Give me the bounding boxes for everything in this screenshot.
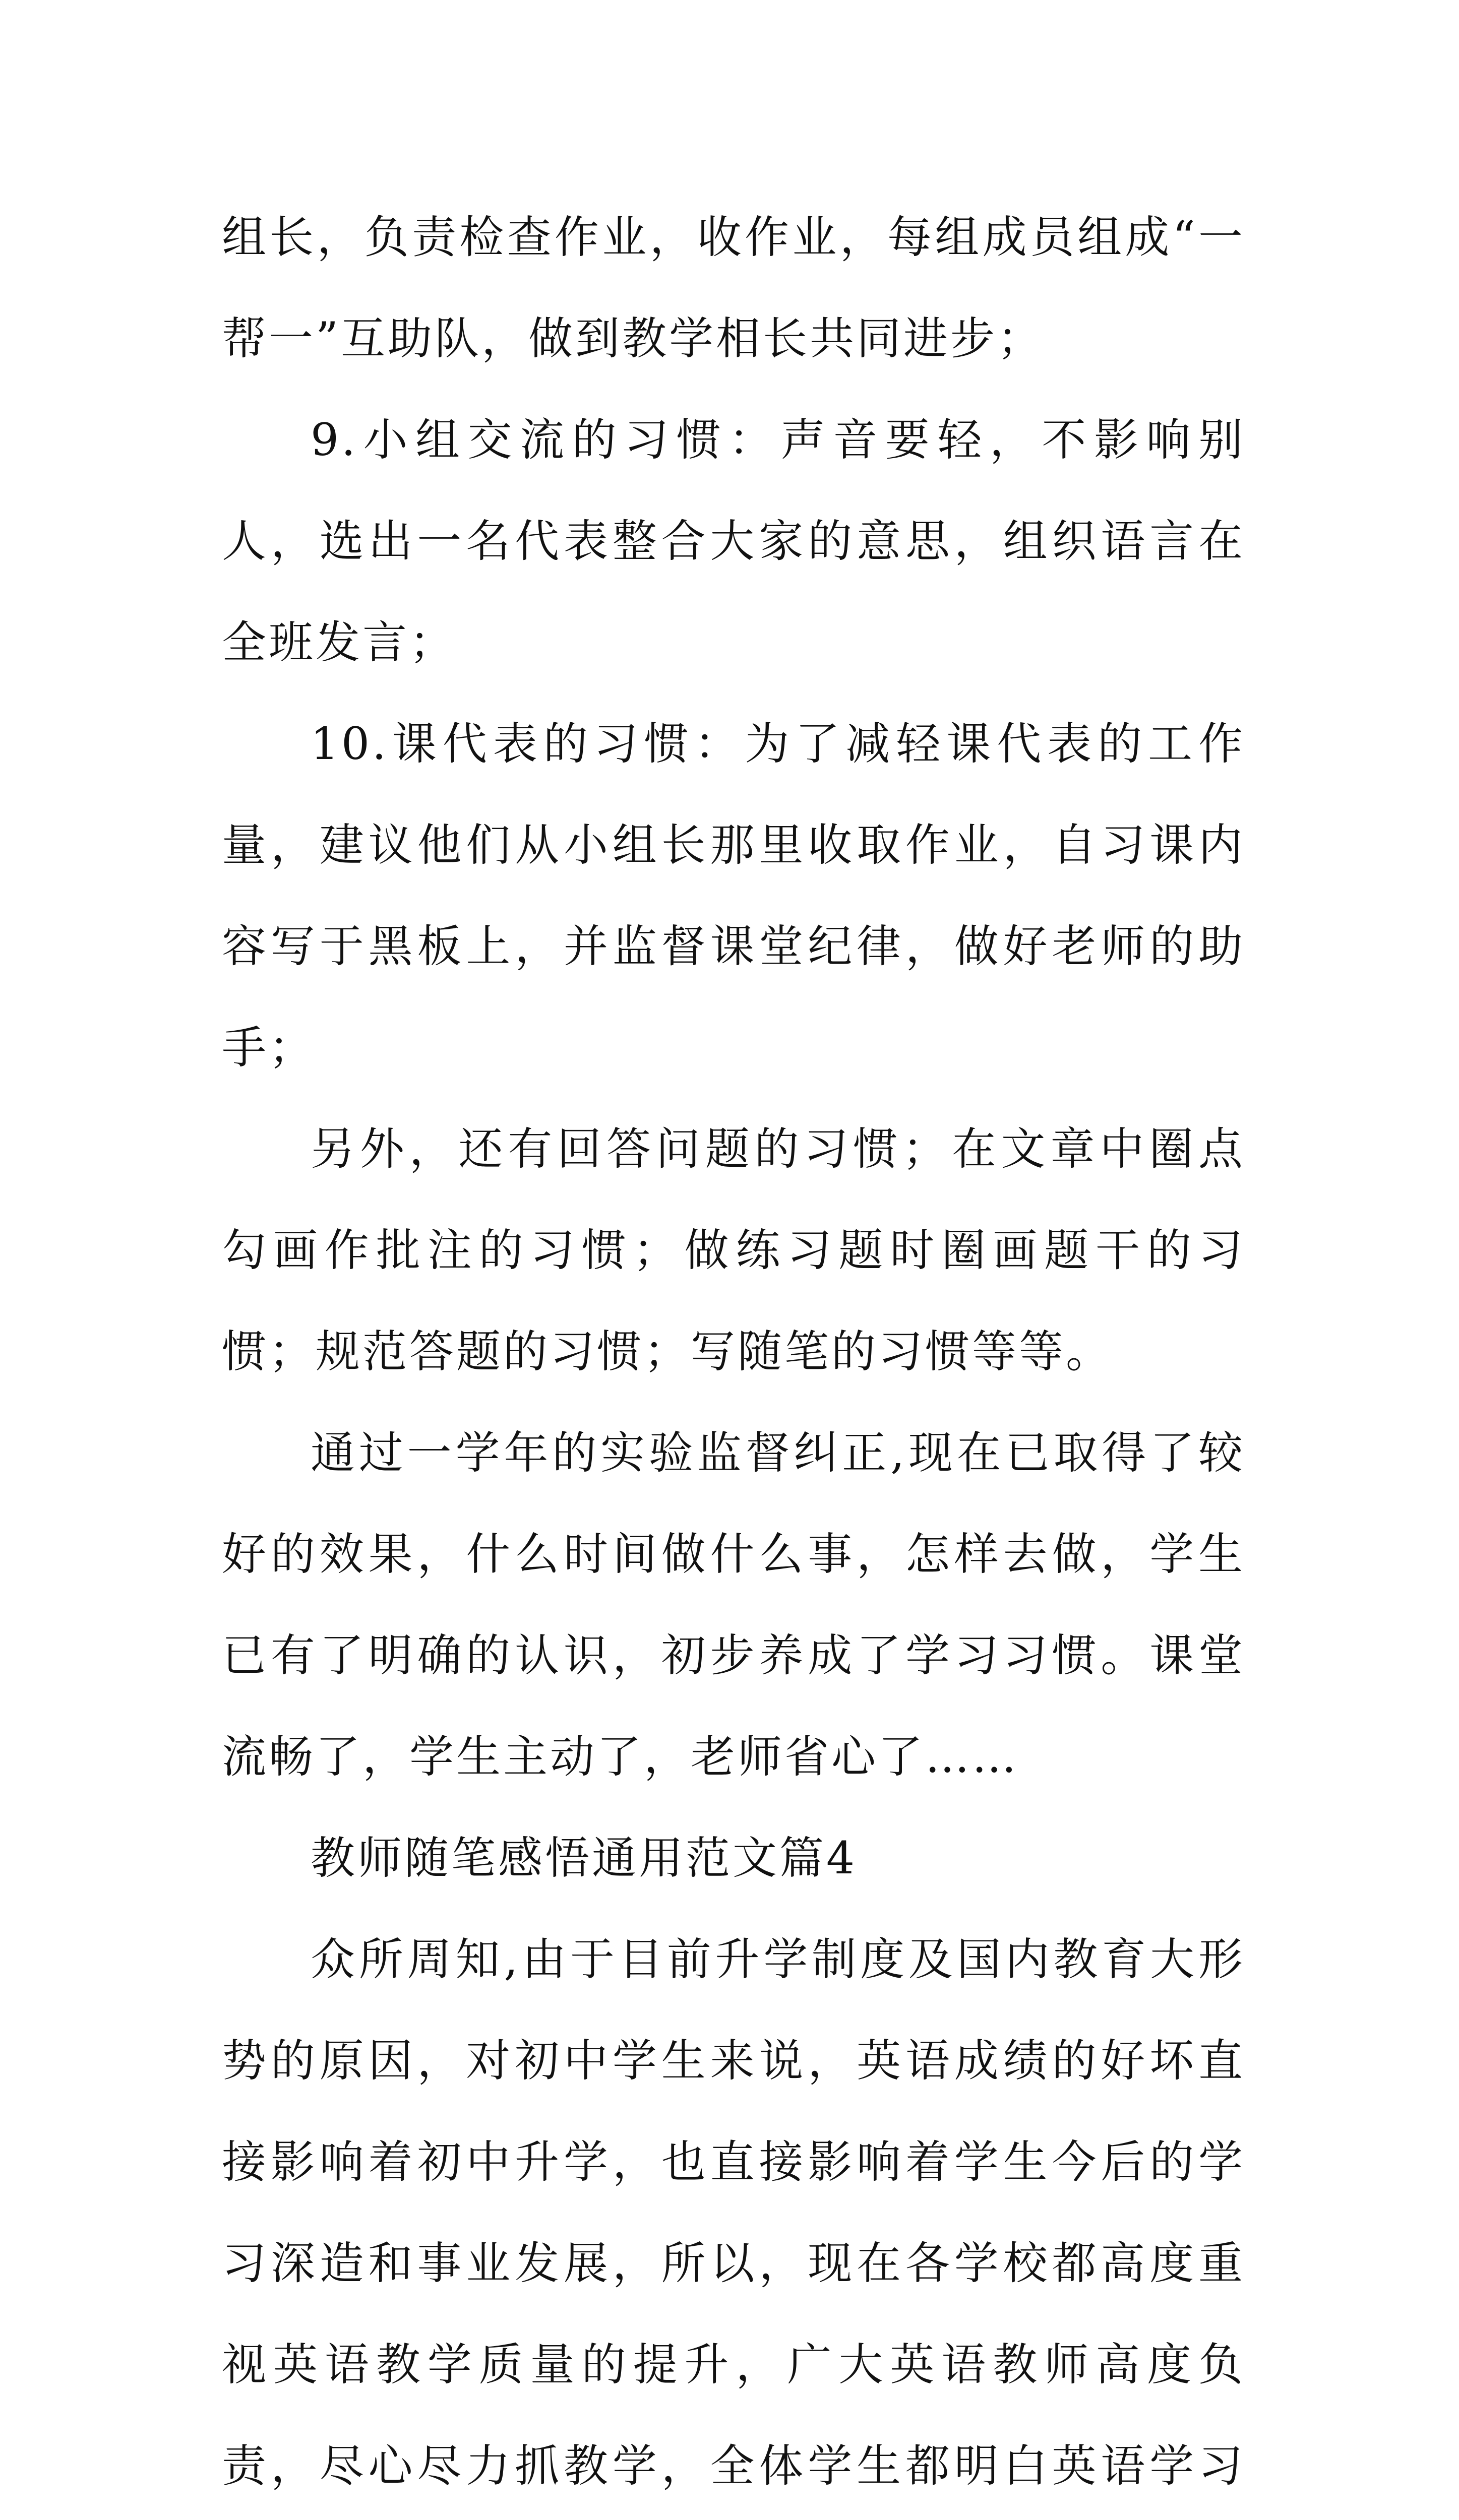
paragraph-3: 10.课代表的习惯：为了减轻课代表的工作量，建议他们从小组长那里收取作业，自习课内容写于黑板上，并监督课堂纪律，做好老师的助手； (222, 718, 1245, 1074)
document-body (222, 186, 1245, 2520)
paragraph-7: 众所周知,由于目前升学制度及国内教育大形势的原因，对初中学生来说，英语成绩的好坏直接影响着初中升学，也直接影响着学生今后的学习深造和事业发展，所以，现在各学校都高度重视英语教学质量的提升，广大英语教师高度负责，尽心尽力抓教学，全体学生都明白英语学习 (222, 1933, 1245, 2492)
paragraph-4: 另外，还有回答问题的习惯；在文章中圈点勾画作批注的习惯；做练习题时圈画题干的习惯；规范答题的习惯；写随笔的习惯等等。 (222, 1123, 1245, 1377)
paragraph-2: 9.小组交流的习惯：声音要轻，不影响别人，选出一名代表整合大家的意思，组织语言在全班发言； (222, 414, 1245, 668)
section-heading: 教师随笔感悟通用范文篇4 (311, 1832, 857, 1884)
paragraph-1: 组长，负责检查作业，收作业，每组成员组成“一帮一”互助队，做到教学相长共同进步； (222, 211, 1245, 364)
paragraph-5: 通过一学年的实验监督纠正,现在已取得了较好的效果，什么时间做什么事，怎样去做，学生已有了明确的认识，初步养成了学习习惯。课堂流畅了，学生主动了，老师省心了…… (222, 1427, 1245, 1783)
